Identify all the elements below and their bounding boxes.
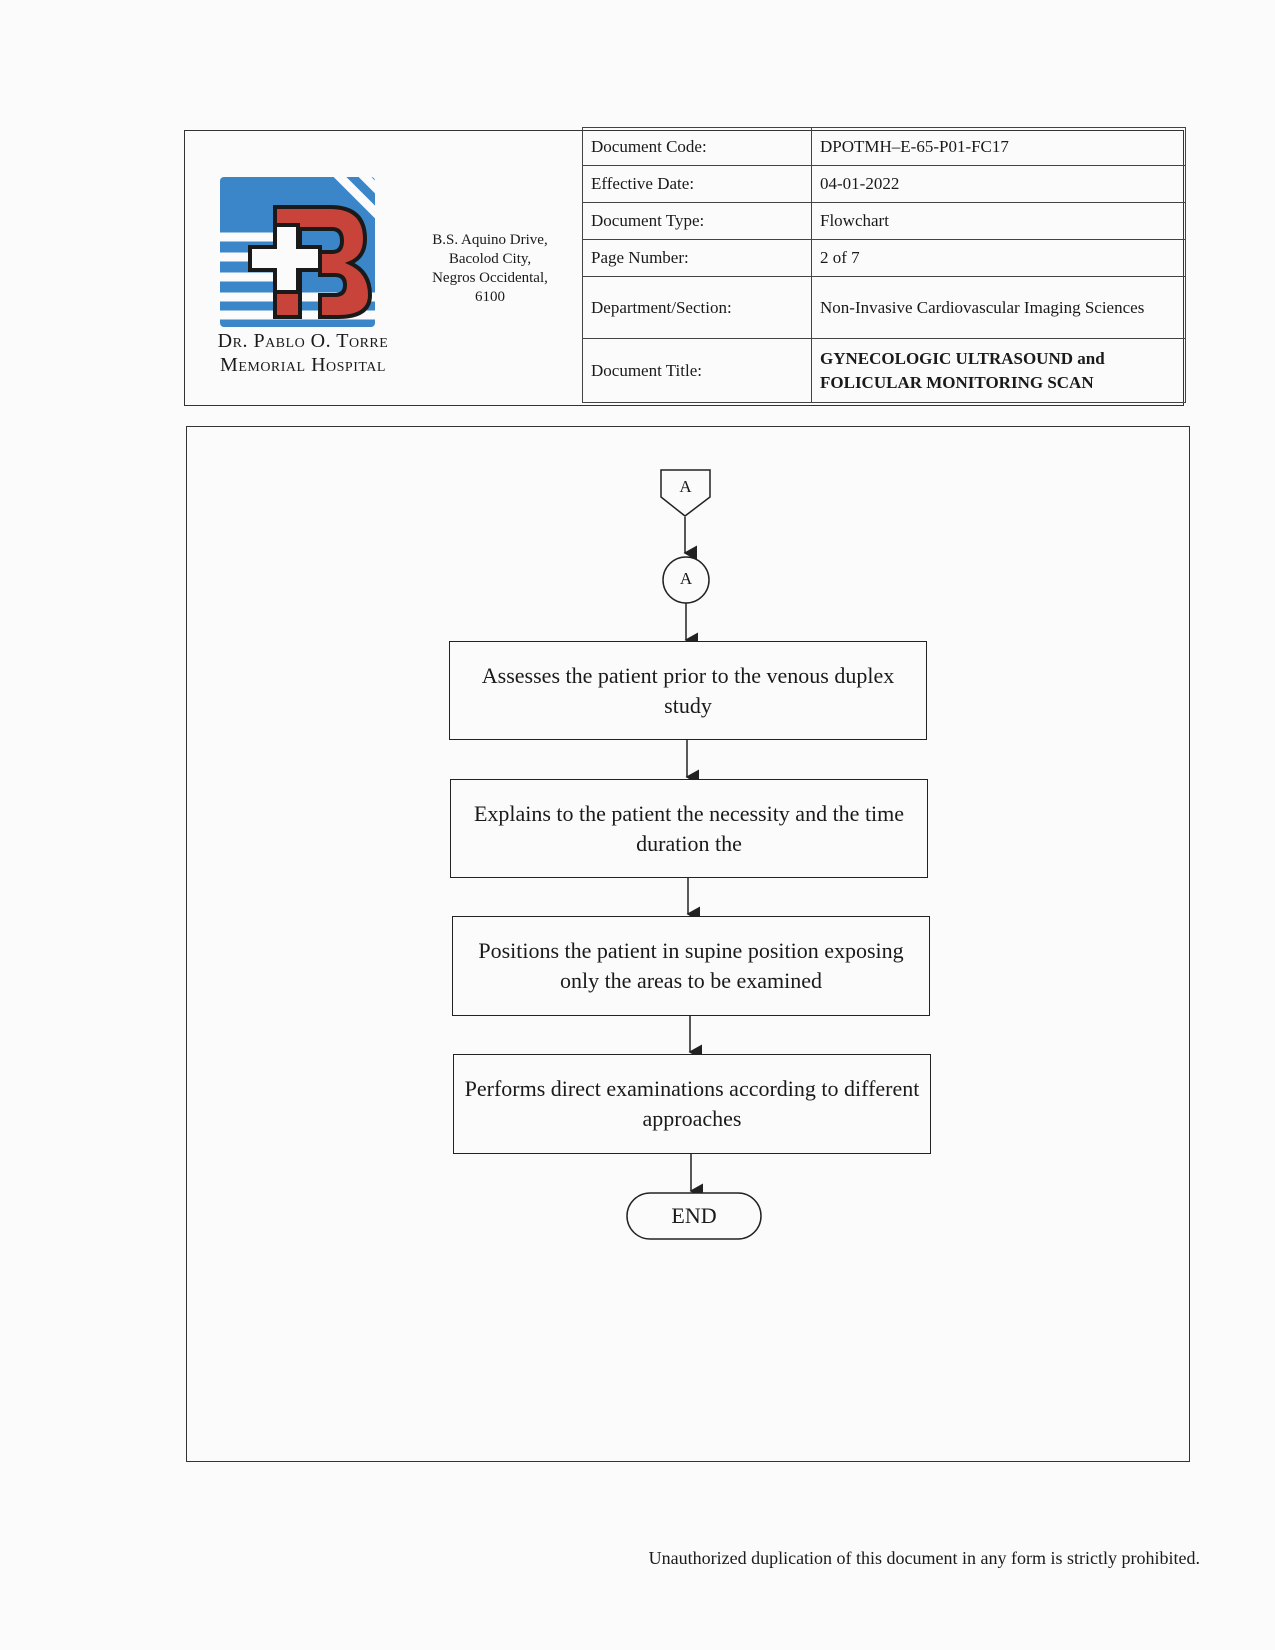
page-number-label: Page Number: xyxy=(583,240,812,277)
department-label: Department/Section: xyxy=(583,277,812,339)
flow-step: Assesses the patient prior to the venous duplex study xyxy=(449,641,927,740)
document-type-label: Document Type: xyxy=(583,203,812,240)
document-title-line2: FOLICULAR MONITORING SCAN xyxy=(820,372,1094,392)
document-title-line1: GYNECOLOGIC ULTRASOUND and xyxy=(820,348,1105,368)
department-value: Non-Invasive Cardiovascular Imaging Sciences xyxy=(812,277,1186,339)
flow-step: Positions the patient in supine position exposing only the areas to be examined xyxy=(452,916,930,1016)
document-code-value: DPOTMH–E-65-P01-FC17 xyxy=(812,128,1186,166)
page-number-value: 2 of 7 xyxy=(812,240,1186,277)
flow-step: Performs direct examinations according to different approaches xyxy=(453,1054,931,1154)
address-line: Bacolod City, xyxy=(448,251,532,267)
effective-date-value: 04-01-2022 xyxy=(812,166,1186,203)
address-line: B.S. Aquino Drive, xyxy=(432,232,548,248)
effective-date-label: Effective Date: xyxy=(583,166,812,203)
onpage-connector-label: A xyxy=(679,569,693,588)
document-code-label: Document Code: xyxy=(583,128,812,166)
address-line: Negros Occidental, xyxy=(432,270,548,286)
end-terminator-label: END xyxy=(671,1203,717,1228)
address-line: 6100 xyxy=(475,289,505,305)
document-type-value: Flowchart xyxy=(812,203,1186,240)
footer-notice: Unauthorized duplication of this document in any form is strictly prohibited. xyxy=(648,1548,1200,1568)
flow-step: Explains to the patient the necessity and the time duration the xyxy=(450,779,928,878)
hospital-name-line2: Memorial Hospital xyxy=(220,354,386,376)
offpage-connector-label: A xyxy=(679,477,692,496)
hospital-name-line1: Dr. Pablo O. Torre xyxy=(217,330,389,352)
document-title-label: Document Title: xyxy=(583,339,812,403)
